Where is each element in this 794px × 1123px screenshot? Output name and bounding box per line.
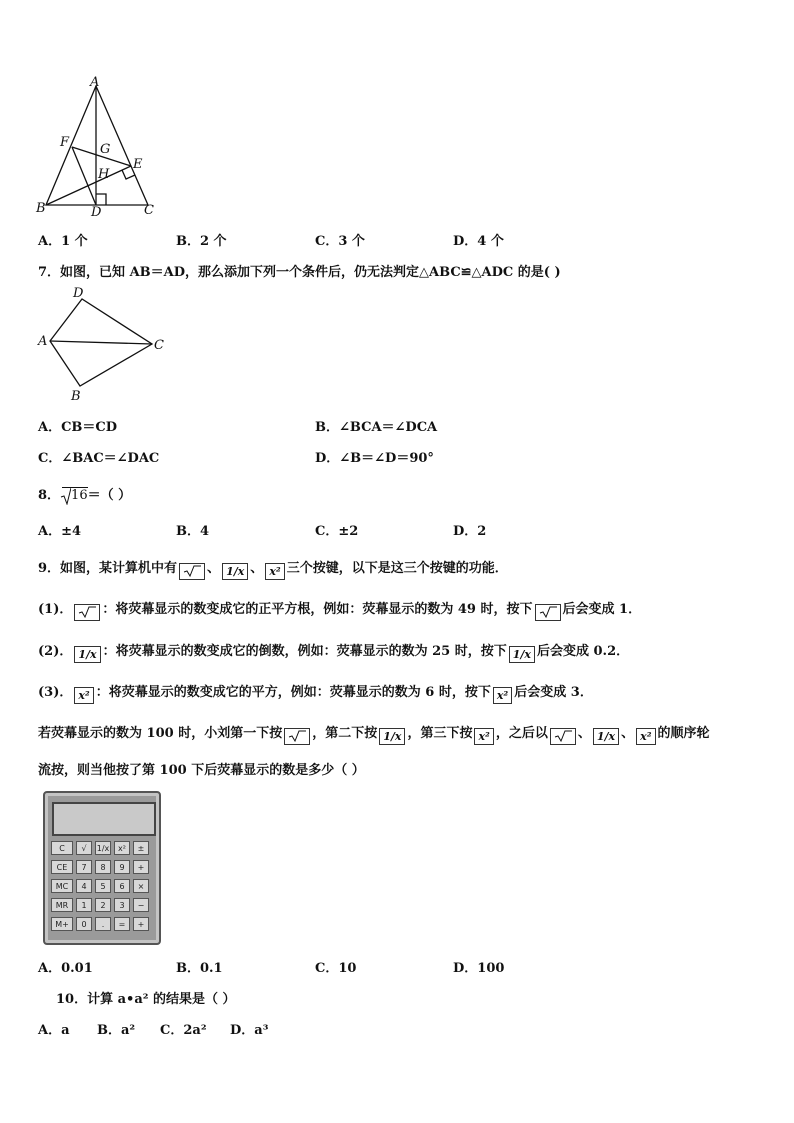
q9-option-d: D．100 [453, 961, 505, 976]
q10-option-d: D．a³ [230, 1023, 269, 1038]
calculator-key: 7 [76, 860, 92, 874]
q9-item-2 [38, 640, 629, 663]
calculator-key: M+ [51, 917, 73, 931]
item-text: 后会变成 3． [514, 685, 593, 700]
item-text: 后会变成 1． [562, 602, 642, 617]
q9-item-3 [38, 681, 593, 704]
sqrt-key-icon [74, 604, 100, 621]
calculator-key: ± [133, 841, 149, 855]
item-label: (1)． [38, 602, 73, 617]
calculator-key: 3 [114, 898, 130, 912]
calculator-screen [52, 802, 156, 836]
reciprocal-key-icon: 1/x [593, 728, 619, 745]
calculator-key: 0 [76, 917, 92, 931]
calculator-key: C [51, 841, 73, 855]
calculator-key: − [133, 898, 149, 912]
calculator-keypad [51, 841, 155, 936]
label-A: A [90, 75, 100, 90]
calculator-key: 5 [95, 879, 111, 893]
sqrt-key-icon [284, 728, 310, 745]
question-text: ，第二下按 [312, 726, 378, 741]
q9-item-1 [38, 598, 641, 621]
label-F: F [60, 135, 70, 150]
calculator-key: × [133, 879, 149, 893]
q9-option-b: B．0.1 [176, 961, 223, 976]
sqrt-key-icon [550, 728, 576, 745]
calculator-key: . [95, 917, 111, 931]
calculator-key: + [133, 917, 149, 931]
calculator-key: MR [51, 898, 73, 912]
label-D: D [73, 286, 84, 301]
q8-suffix: ＝（ ） [87, 488, 132, 503]
q8-option-d: D．2 [453, 524, 487, 539]
triangle-figure-q6 [30, 74, 170, 224]
q9-stem-text-a: 9．如图，某计算机中有 [38, 561, 178, 576]
sqrt-key-icon [179, 563, 205, 580]
calculator-key: 6 [114, 879, 130, 893]
square-key-icon: x² [265, 563, 284, 580]
q9-question-line-2: 流按，则当他按了第 100 下后荧幕显示的数是多少（ ） [38, 763, 365, 778]
q8-radicand: 16 [71, 488, 88, 503]
quadrilateral-figure-q7 [30, 284, 180, 404]
calculator-key: + [133, 860, 149, 874]
q8-option-b: B．4 [176, 524, 210, 539]
reciprocal-key-icon: 1/x [509, 646, 535, 663]
q6-option-c: C．3 个 [315, 234, 365, 249]
separator: 、 [577, 726, 591, 741]
item-text: ：将荧幕显示的数变成它的倒数，例如：荧幕显示的数为 25 时，按下 [102, 644, 507, 659]
q6-option-b: B．2 个 [176, 234, 227, 249]
q9-option-c: C．10 [315, 961, 357, 976]
q10-option-a: A．a [38, 1023, 70, 1038]
item-text: 后会变成 0.2． [536, 644, 630, 659]
q6-option-a: A．1 个 [38, 234, 88, 249]
calculator-key-row [51, 841, 155, 855]
q8-stem [38, 484, 131, 503]
calculator-key-row [51, 879, 155, 893]
label-H: H [98, 167, 110, 182]
q7-option-b: B．∠BCA＝∠DCA [315, 420, 438, 435]
question-text: ，第三下按 [407, 726, 473, 741]
calculator-key: 8 [95, 860, 111, 874]
q8-option-a: A．±4 [38, 524, 82, 539]
q10-option-b: B．a² [97, 1023, 136, 1038]
label-G: G [100, 142, 111, 157]
q10-stem: 10．计算 a•a² 的结果是（ ） [56, 992, 236, 1007]
label-E: E [133, 157, 143, 172]
q9-stem [38, 557, 508, 580]
sqrt-symbol [62, 487, 88, 503]
calculator-key: 1 [76, 898, 92, 912]
q6-option-d: D．4 个 [453, 234, 504, 249]
reciprocal-key-icon: 1/x [222, 563, 248, 580]
q10-option-c: C．2a² [160, 1023, 207, 1038]
square-key-icon: x² [474, 728, 493, 745]
separator: 、 [250, 561, 264, 576]
q8-prefix: 8． [38, 488, 61, 503]
calculator-key: CE [51, 860, 73, 874]
square-key-icon: x² [636, 728, 655, 745]
calculator-key: MC [51, 879, 73, 893]
question-text: ，之后以 [495, 726, 548, 741]
item-text: ：将荧幕显示的数变成它的正平方根，例如：荧幕显示的数为 49 时，按下 [102, 602, 533, 617]
calculator-key: x² [114, 841, 130, 855]
calculator-key: √ [76, 841, 92, 855]
q8-option-c: C．±2 [315, 524, 359, 539]
q7-option-c: C．∠BAC＝∠DAC [38, 451, 160, 466]
item-label: (2)． [38, 644, 73, 659]
q7-stem: 7．如图，已知 AB＝AD，那么添加下列一个条件后，仍无法判定△ABC≌△ADC 的是( ) [38, 265, 561, 280]
q9-stem-text-b: 三个按键，以下是这三个按键的功能． [286, 561, 508, 576]
q9-option-a: A．0.01 [38, 961, 93, 976]
separator: 、 [621, 726, 635, 741]
label-D: D [91, 205, 102, 220]
item-label: (3)． [38, 685, 73, 700]
label-C: C [154, 338, 164, 353]
calculator-key: 4 [76, 879, 92, 893]
q7-option-d: D．∠B＝∠D＝90° [315, 451, 434, 466]
calculator-key: 9 [114, 860, 130, 874]
q9-question-line-1 [38, 722, 710, 745]
calculator-key-row [51, 898, 155, 912]
item-text: ：将荧幕显示的数变成它的平方，例如：荧幕显示的数为 6 时，按下 [95, 685, 491, 700]
label-B: B [36, 201, 46, 216]
square-key-icon: x² [74, 687, 93, 704]
calculator-image [43, 791, 161, 945]
calculator-key: = [114, 917, 130, 931]
calculator-key: 2 [95, 898, 111, 912]
label-B: B [71, 389, 81, 404]
question-text: 的顺序轮 [657, 726, 710, 741]
square-key-icon: x² [493, 687, 512, 704]
label-A: A [38, 334, 48, 349]
reciprocal-key-icon: 1/x [379, 728, 405, 745]
q7-option-a: A．CB＝CD [38, 420, 118, 435]
reciprocal-key-icon: 1/x [74, 646, 100, 663]
sqrt-key-icon [535, 604, 561, 621]
calculator-key-row [51, 860, 155, 874]
label-C: C [144, 203, 154, 218]
separator: 、 [207, 561, 221, 576]
calculator-key-row [51, 917, 155, 931]
question-text: 若荧幕显示的数为 100 时，小刘第一下按 [38, 726, 283, 741]
calculator-key: 1/x [95, 841, 111, 855]
